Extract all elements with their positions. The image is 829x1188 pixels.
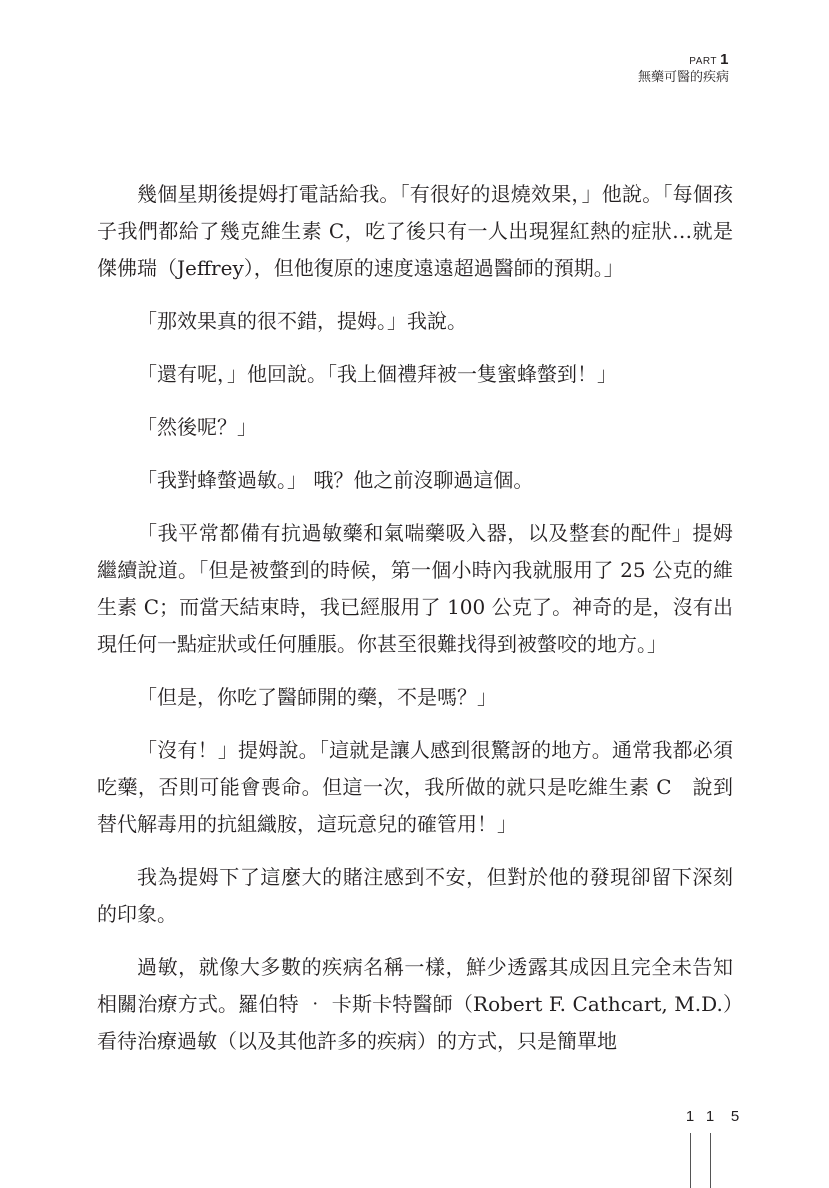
chapter-title: 無藥可醫的疾病 xyxy=(637,70,729,85)
paragraph-6: 「我平常都備有抗過敏藥和氣喘藥吸入器，以及整套的配件」提姆繼續說道。「但是被螫到的時候，第一個小時內我就服用了 25 公克的維生素 C；而當天結束時，我已經服用了 100 公克了。神奇的是，沒有出現任何一點症狀或任何腫脹。你甚至很難找得到被螫咬的地方。」 xyxy=(97,521,733,656)
running-header xyxy=(638,53,729,87)
paragraph-10: 過敏，就像大多數的疾病名稱一樣，鮮少透露其成因且完全未告知相關治療方式。羅伯特 ‧ 卡斯卡特醫師（Robert F. Cathcart, M.D.）看待治療過敏（以及其他許多的疾病）的方式，只是簡單地 xyxy=(97,955,733,1053)
paragraph-4: 「然後呢？」 xyxy=(137,415,257,439)
part-number: 1 xyxy=(720,51,729,68)
part-label xyxy=(638,53,729,69)
paragraph-3: 「還有呢，」他回說。「我上個禮拜被一隻蜜蜂螫到！」 xyxy=(137,362,617,386)
page-number-digit-3: 5 xyxy=(730,1108,740,1125)
divider-line xyxy=(690,1133,691,1188)
paragraph-9: 我為提姆下了這麼大的賭注感到不安，但對於他的發現卻留下深刻的印象。 xyxy=(97,865,733,926)
page-number-digit-2: 1 xyxy=(705,1108,715,1125)
paragraph-2: 「那效果真的很不錯，提姆。」我說。 xyxy=(137,309,467,333)
page-number-digit-1: 1 xyxy=(685,1108,695,1125)
page-number xyxy=(680,1108,750,1125)
divider-line xyxy=(710,1133,711,1188)
body-text xyxy=(97,176,733,1076)
paragraph-5: 「我對蜂螫過敏。」 哦？他之前沒聊過這個。 xyxy=(137,468,534,492)
paragraph-8: 「沒有！」提姆說。「這就是讓人感到很驚訝的地方。通常我都必須吃藥，否則可能會喪命。但這一次，我所做的就只是吃維生素 C 說到替代解毒用的抗組織胺，這玩意兒的確管用！」 xyxy=(97,738,733,836)
part-label-text: PART xyxy=(689,56,717,67)
paragraph-1: 幾個星期後提姆打電話給我。「有很好的退燒效果，」他說。「每個孩子我們都給了幾克維生素 C，吃了後只有一人出現猩紅熱的症狀…就是傑佛瑞（Jeffrey），但他復原的速度遠遠超過醫師的預期。」 xyxy=(97,182,733,280)
paragraph-7: 「但是，你吃了醫師開的藥，不是嗎？」 xyxy=(137,685,497,709)
